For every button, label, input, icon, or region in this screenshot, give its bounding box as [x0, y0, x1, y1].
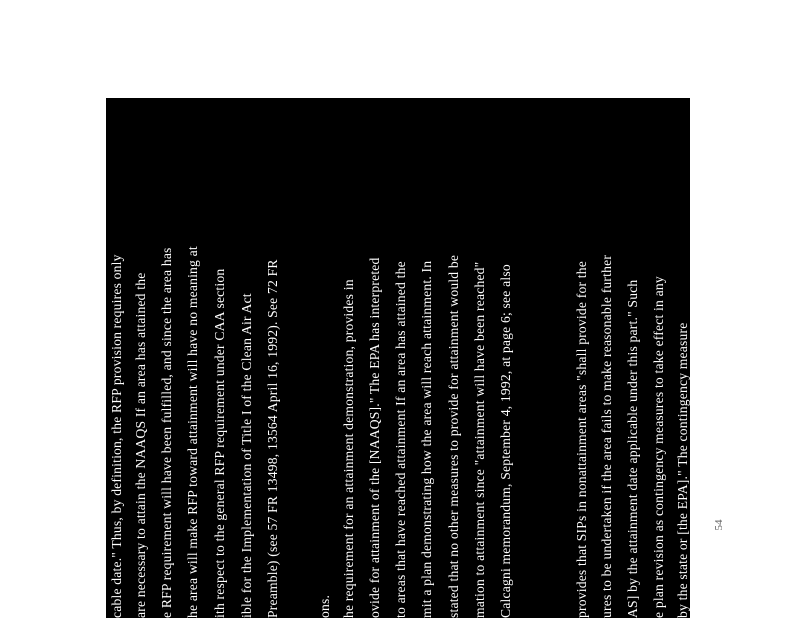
text-line-13 [390, 98, 412, 618]
text-line-24 [672, 98, 690, 618]
text-line-7 [262, 98, 284, 618]
page-number-text: 54 [713, 519, 725, 531]
text-line-9-content: ons. [317, 594, 332, 618]
text-line-21-content: ures to be undertaken if the area fails to make reasonable further [599, 254, 614, 618]
page-number [708, 510, 730, 540]
text-line-13-content: to areas that have reached attainment If an area has attained the [393, 261, 408, 618]
text-line-14 [416, 98, 438, 618]
text-line-6 [236, 98, 258, 618]
text-line-12-content: ovide for attainment of the [NAAQS]." The EPA has interpreted [367, 257, 382, 618]
text-line-17-content: Calcagni memorandum, September 4, 1992, at page 6; see also [498, 264, 513, 618]
text-line-15 [443, 98, 465, 618]
text-line-7-content: Preamble) (see 57 FR 13498, 13564 April 16, 1992). See 72 FR [265, 259, 280, 618]
text-line-1 [106, 98, 128, 618]
text-line-20 [571, 98, 593, 618]
text-line-16 [469, 98, 491, 618]
text-line-12 [364, 98, 386, 618]
text-line-2-content: are necessary to attain the NAAQS If an area has attained the [133, 272, 148, 618]
text-line-17 [495, 98, 517, 618]
text-line-23 [648, 98, 670, 618]
text-line-5 [209, 98, 231, 618]
text-line-1-content: cable date." Thus, by definition, the RFP provision requires only [109, 254, 124, 618]
text-line-15-content: stated that no other measures to provide for attainment would be [446, 254, 461, 618]
text-line-24-content: by the state or [the EPA]." The contingency measure [675, 322, 690, 618]
text-line-11-content: he requirement for an attainment demonstration, provides in [341, 279, 356, 618]
scanned-text-block [106, 98, 690, 618]
text-line-4-content: he area will make RFP toward attainment will have no meaning at [185, 246, 200, 618]
text-line-21 [596, 98, 618, 618]
text-line-14-content: mit a plan demonstrating how the area will reach attainment. In [419, 260, 434, 618]
text-line-3 [156, 98, 178, 618]
text-line-20-content: provides that SIPs in nonattainment areas "shall provide for the [574, 261, 589, 618]
text-line-9 [314, 98, 336, 618]
text-line-11 [338, 98, 360, 618]
text-line-2 [130, 98, 152, 618]
text-line-5-content: ith respect to the general RFP requirement under CAA section [212, 268, 227, 618]
text-line-23-content: e plan revision as contingency measures to take effect in any [651, 276, 666, 618]
text-line-3-content: e RFP requirement will have been fulfilled, and since the area has [159, 247, 174, 618]
text-line-22 [622, 98, 644, 618]
text-line-4 [182, 98, 204, 618]
text-line-6-content: ible for the Implementation of Title I of the Clean Air Act [239, 293, 254, 618]
text-line-16-content: mation to attainment since "attainment will have been reached" [472, 261, 487, 618]
text-line-22-content: AS] by the attainment date applicable under this part." Such [625, 279, 640, 618]
